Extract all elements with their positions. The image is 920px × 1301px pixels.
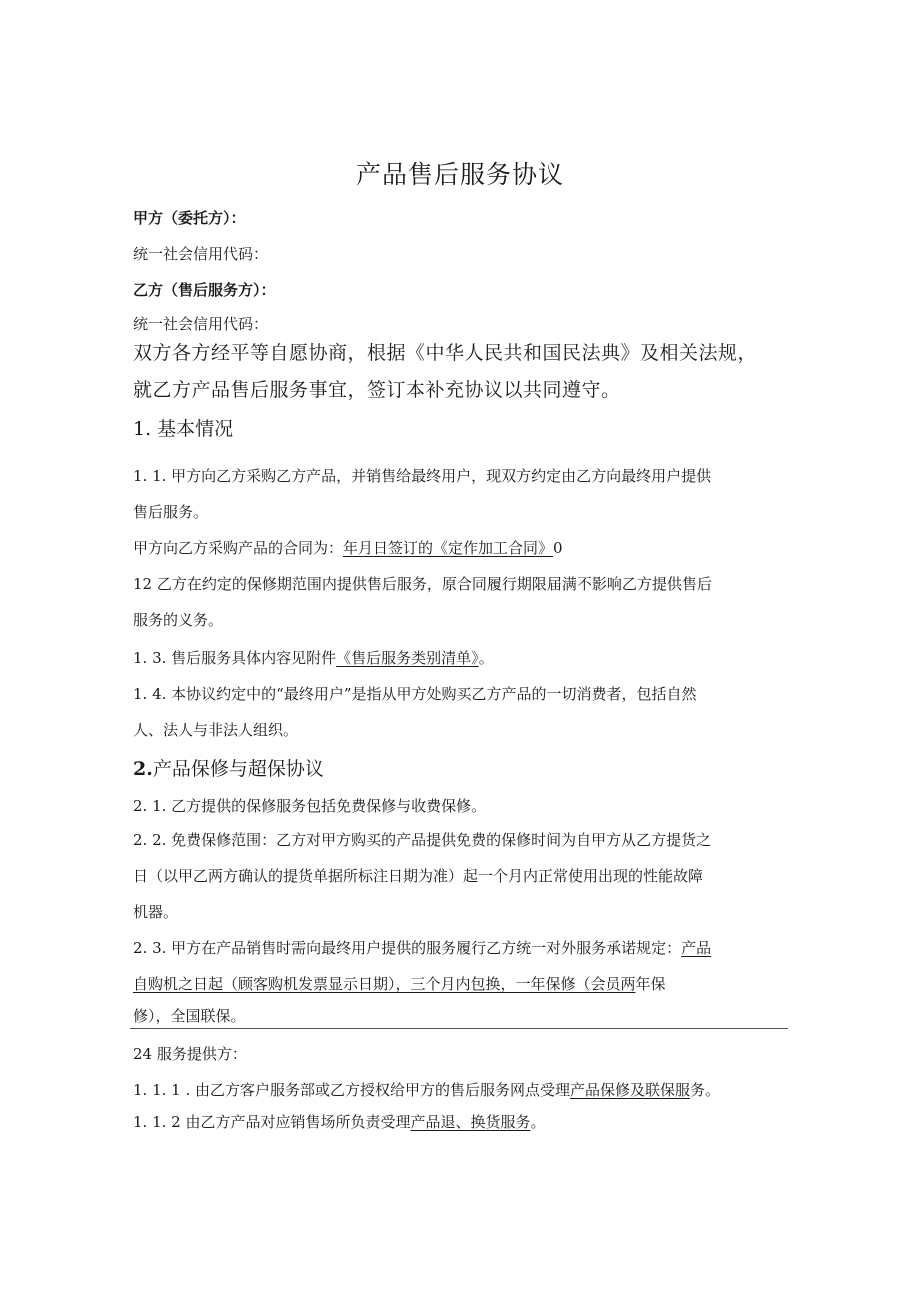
clause-1-4-line-2: 人、法人与非法人组织。: [133, 721, 299, 739]
clause-2-3-line-2: [133, 974, 666, 994]
document-title: 产品售后服务协议: [355, 160, 564, 189]
clause-2-3-line-1: [133, 938, 711, 958]
clause-1-1-line-2: 售后服务。: [133, 503, 209, 521]
clause-2-3-commitment-rest: 年保: [635, 975, 666, 993]
clause-1-2-line-2: 服务的义务。: [133, 611, 224, 629]
section-2-title: 产品保修与超保协议: [152, 758, 324, 780]
clause-2-2-line-3: 机器。: [133, 903, 179, 921]
clause-1-1-1: [133, 1080, 720, 1100]
clause-2-3-prefix: 2. 3. 甲方在产品销售时需向最终用户提供的服务履行乙方统一对外服务承诺规定：: [133, 939, 682, 957]
service-category-list-reference: 《售后服务类别清单》: [336, 649, 479, 667]
clause-2-1: 2. 1. 乙方提供的保修服务包括免费保修与收费保修。: [133, 797, 487, 815]
clause-2-2-line-2: 日（以甲乙两方确认的提货单据所标注日期为准）起一个月内正常使用出现的性能故障: [133, 867, 704, 885]
section-1-heading: 1. 基本情况: [133, 418, 234, 440]
clause-1-2-line-1: 12 乙方在约定的保修期范围内提供售后服务，原合同履行期限届满不影响乙方提供售后: [133, 575, 712, 593]
clause-1-3-prefix: 1. 3. 售后服务具体内容见附件: [133, 649, 337, 667]
section-2-number: 2.: [133, 758, 153, 780]
party-a-label: 甲方（委托方）：: [133, 209, 246, 227]
clause-1-1-2: [133, 1112, 546, 1132]
party-b-label: 乙方（售后服务方）：: [133, 281, 276, 299]
contract-line: [133, 538, 563, 558]
horizontal-divider: [130, 1028, 788, 1029]
return-exchange-service-reference: 产品退、换货服务: [410, 1113, 531, 1131]
clause-1-3-suffix: 。: [478, 649, 494, 667]
section-2-heading: [133, 756, 324, 782]
party-a-credit-code: 统一社会信用代码：: [133, 245, 269, 263]
clause-2-3-line-3: 修），全国联保。: [133, 1007, 246, 1025]
warranty-service-reference: 产品保修及联保服: [570, 1081, 691, 1099]
clause-1-1-1-suffix: 务。: [690, 1081, 721, 1099]
clause-2-3-commitment-start: 产品: [681, 939, 712, 957]
section-24-heading: 24 服务提供方：: [133, 1045, 247, 1063]
contract-suffix: 0: [553, 539, 563, 557]
contract-reference: 年月日签订的《定作加工合同》: [343, 539, 554, 557]
clause-1-1-1-prefix: 1. 1. 1 . 由乙方客户服务部或乙方授权给甲方的售后服务网点受理: [133, 1081, 571, 1099]
clause-1-1-2-suffix: 。: [530, 1113, 546, 1131]
clause-1-3: [133, 648, 494, 668]
clause-1-1-2-prefix: 1. 1. 2 由乙方产品对应销售场所负责受理: [133, 1113, 411, 1131]
party-b-credit-code: 统一社会信用代码：: [133, 315, 269, 333]
clause-2-3-commitment: 自购机之日起（顾客购机发票显示日期），三个月内包换，一年保修（会员两: [133, 975, 636, 993]
contract-prefix: 甲方向乙方采购产品的合同为：: [133, 539, 344, 557]
clause-1-4-line-1: 1. 4. 本协议约定中的“最终用户”是指从甲方处购买乙方产品的一切消费者，包括自然: [133, 685, 697, 703]
intro-line-2: 就乙方产品售后服务事宜，签订本补充协议以共同遵守。: [133, 379, 621, 401]
clause-2-2-line-1: 2. 2. 免费保修范围：乙方对甲方购买的产品提供免费的保修时间为自甲方从乙方提货之: [133, 831, 712, 849]
intro-line-1: 双方各方经平等自愿协商，根据《中华人民共和国民法典》及相关法规，: [133, 342, 758, 364]
clause-1-1-line-1: 1. 1. 甲方向乙方采购乙方产品，并销售给最终用户，现双方约定由乙方向最终用户提供: [133, 467, 712, 485]
